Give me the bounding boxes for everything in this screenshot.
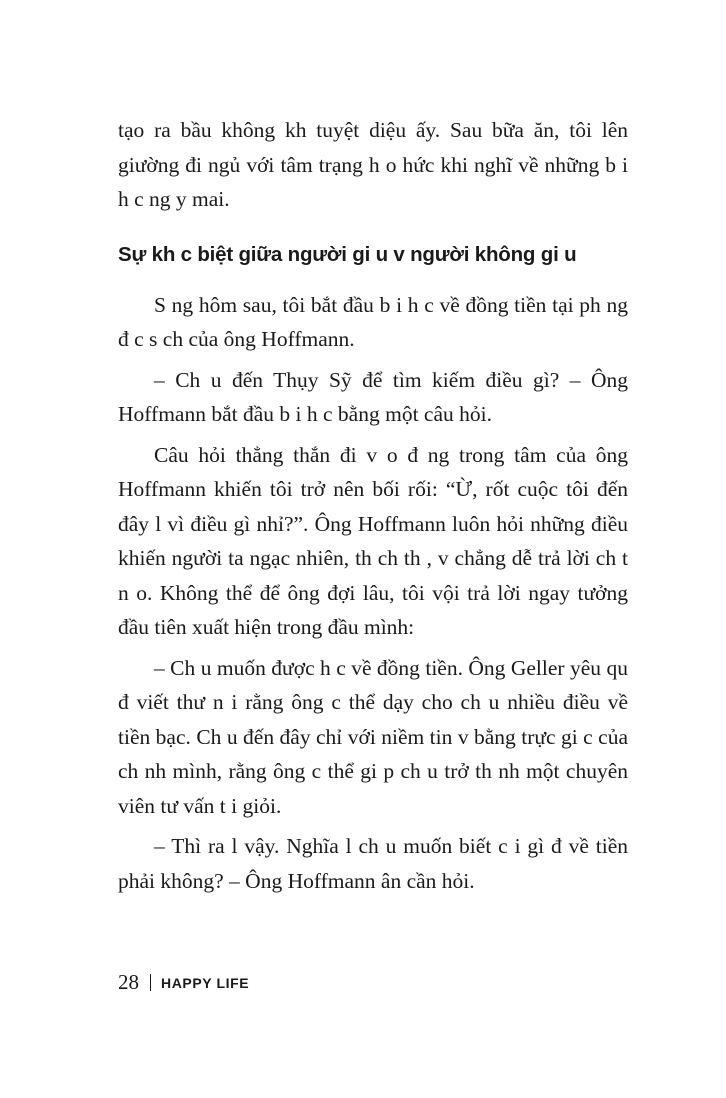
paragraph: – Ch u muốn được h c về đồng tiền. Ông Geller yêu qu đ viết thư n i rằng ông c thể dạy cho ch u nhiều điều về tiền bạc. Ch u đến đây chỉ với niềm tin v bằng trực gi c của ch nh mình, rằng ông c thể gi p ch u trở th nh một chuyên viên tư vấn t i giỏi. bbox=[118, 655, 628, 818]
body-text bbox=[118, 113, 628, 898]
paragraph-continuation: tạo ra bầu không kh tuyệt diệu ấy. Sau bữa ăn, tôi lên giường đi ngủ với tâm trạng h o hức khi nghĩ về những b i h c ng y mai. bbox=[118, 118, 628, 211]
page-footer bbox=[118, 970, 249, 995]
series-name: HAPPY LIFE bbox=[161, 974, 250, 991]
footer-divider bbox=[150, 974, 151, 991]
section-heading: Sự kh c biệt giữa người gi u v người không gi u bbox=[118, 242, 577, 266]
paragraph: S ng hôm sau, tôi bắt đầu b i h c về đồng tiền tại ph ng đ c s ch của ông Hoffmann. bbox=[118, 292, 628, 351]
paragraph: Câu hỏi thẳng thắn đi v o đ ng trong tâm của ông Hoffmann khiến tôi trở nên bối rối: “Ừ, rốt cuộc tôi đến đây l vì điều gì nhỉ?”. Ông Hoffmann luôn hỏi những điều khiến người ta ngạc nhiên, th ch th , v chẳng dễ trả lời ch t n o. Không thể để ông đợi lâu, tôi vội trả lời ngay tưởng đầu tiên xuất hiện trong đầu mình: bbox=[118, 442, 628, 639]
paragraph: – Thì ra l vậy. Nghĩa l ch u muốn biết c i gì đ về tiền phải không? – Ông Hoffmann ân cần hỏi. bbox=[118, 834, 628, 893]
paragraph: – Ch u đến Thụy Sỹ để tìm kiếm điều gì? – Ông Hoffmann bắt đầu b i h c bằng một câu hỏi. bbox=[118, 367, 628, 426]
page-number: 28 bbox=[118, 970, 139, 994]
